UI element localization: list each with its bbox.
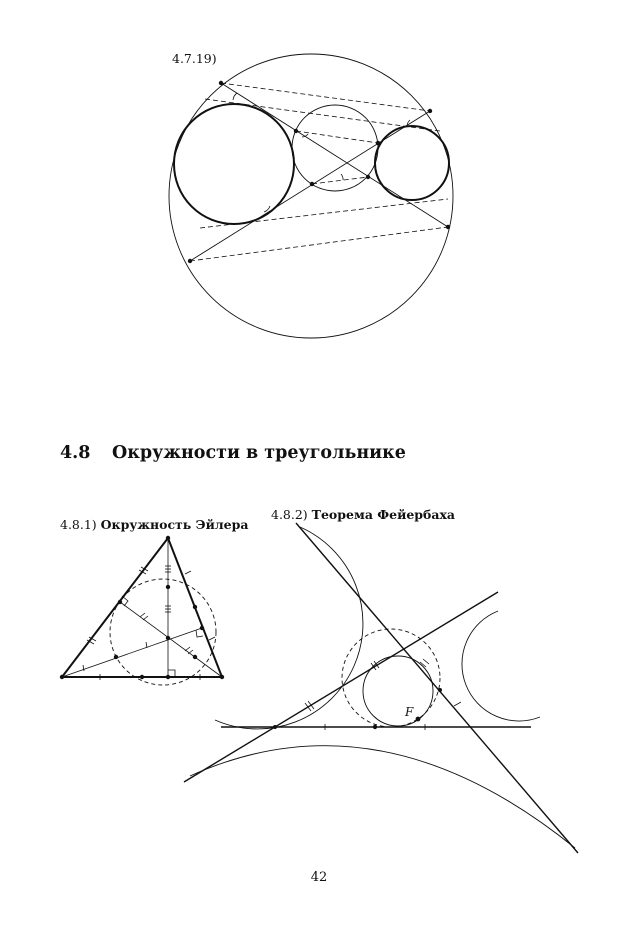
section-number: 4.8	[60, 443, 91, 463]
middle-circle	[292, 105, 378, 191]
figure-4-8-1-title: Окружность Эйлера	[100, 517, 249, 532]
left-circle	[174, 104, 294, 224]
dashed-lines	[190, 83, 448, 261]
solid-line-2	[190, 111, 430, 261]
point-f-label: F	[405, 705, 414, 719]
figure-4-7-19-diagram	[0, 0, 638, 370]
excircle-bottom	[190, 746, 575, 848]
outer-circle	[169, 54, 453, 338]
figure-4-8-2-diagram	[0, 500, 638, 860]
excircle-top	[215, 527, 363, 729]
figure-4-7-19-label: 4.7.19)	[172, 51, 217, 66]
figure-4-8-1-number: 4.8.1)	[60, 517, 97, 532]
excircle-right	[462, 611, 540, 721]
figure-4-8-2-number: 4.8.2)	[271, 507, 308, 522]
page-number: 42	[310, 870, 328, 885]
points	[273, 688, 442, 729]
section-heading	[60, 443, 406, 463]
right-circle	[375, 126, 449, 200]
side-line-2	[184, 592, 498, 782]
figure-4-8-2-title: Теорема Фейербаха	[311, 507, 456, 522]
section-title: Окружности в треугольнике	[112, 443, 406, 463]
angle-marks	[233, 93, 410, 212]
